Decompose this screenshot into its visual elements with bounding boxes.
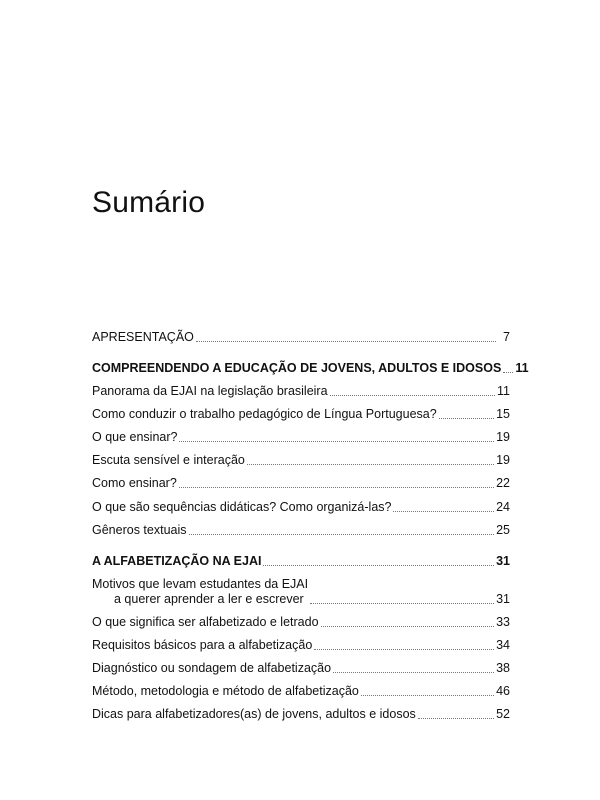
toc-entry <box>92 407 510 422</box>
dot-leader <box>330 395 495 396</box>
toc-section-heading <box>92 554 510 569</box>
dot-leader <box>196 341 496 342</box>
toc-entry-page: 19 <box>496 430 510 445</box>
toc-entry <box>92 523 510 538</box>
toc-entry-page: 22 <box>496 476 510 491</box>
dot-leader <box>333 672 494 673</box>
dot-leader <box>321 626 495 627</box>
dot-leader <box>247 464 494 465</box>
toc-entry <box>92 661 510 676</box>
toc-entry <box>92 330 510 345</box>
toc-entry-title: O que ensinar? <box>92 430 178 445</box>
toc-entry-page: 15 <box>496 407 510 422</box>
table-of-contents <box>92 330 529 730</box>
toc-entry-title: Diagnóstico ou sondagem de alfabetização <box>92 661 332 676</box>
toc-entry-title: Gêneros textuais <box>92 522 187 537</box>
toc-entry <box>92 577 510 607</box>
toc-entry-page: 19 <box>496 453 510 468</box>
toc-entry <box>92 684 510 699</box>
toc-entry-title: Como conduzir o trabalho pedagógico de Língua Portuguesa? <box>92 407 437 422</box>
toc-entry <box>92 707 510 722</box>
toc-entry-title: O que são sequências didáticas? Como organizá-las? <box>92 499 392 514</box>
toc-entry-title-line1: Motivos que levam estudantes da EJAI <box>92 576 309 591</box>
toc-entry-page: 33 <box>496 614 510 629</box>
toc-entry <box>92 500 510 515</box>
dot-leader <box>393 511 494 512</box>
toc-entry-page: 38 <box>496 661 510 676</box>
toc-entry-page: 11 <box>497 384 510 399</box>
toc-entry-page: 34 <box>496 637 510 652</box>
toc-section-heading <box>92 361 529 376</box>
toc-entry-title: A ALFABETIZAÇÃO NA EJAI <box>92 553 262 568</box>
toc-entry-title: COMPREENDENDO A EDUCAÇÃO DE JOVENS, ADULTOS E IDOSOS <box>92 361 502 375</box>
toc-entry <box>92 430 510 445</box>
dot-leader <box>179 441 494 442</box>
dot-leader <box>189 534 495 535</box>
toc-entry-page: 11 <box>515 361 529 375</box>
dot-leader <box>418 718 494 719</box>
toc-entry <box>92 476 510 491</box>
toc-entry-title: Panorama da EJAI na legislação brasileira <box>92 384 328 399</box>
dot-leader <box>439 418 494 419</box>
toc-entry <box>92 638 510 653</box>
toc-entry-page: 7 <box>503 330 510 344</box>
toc-entry-title: APRESENTAÇÃO <box>92 330 194 344</box>
toc-entry-title-line2: a querer aprender a ler e escrever <box>114 591 304 606</box>
toc-entry-title <box>92 577 308 607</box>
page-title: Sumário <box>92 186 206 219</box>
toc-entry-title: O que significa ser alfabetizado e letrado <box>92 614 319 629</box>
toc-entry-title: Método, metodologia e método de alfabetização <box>92 684 359 699</box>
dot-leader <box>310 603 494 604</box>
toc-entry-page: 46 <box>496 684 510 699</box>
toc-entry <box>92 384 510 399</box>
toc-entry-page: 31 <box>496 591 510 606</box>
toc-entry-title: Escuta sensível e interação <box>92 453 245 468</box>
toc-entry <box>92 615 510 630</box>
dot-leader <box>179 487 494 488</box>
dot-leader <box>361 695 494 696</box>
toc-entry-page: 25 <box>496 522 510 537</box>
dot-leader <box>263 565 494 566</box>
toc-entry-title: Requisitos básicos para a alfabetização <box>92 637 313 652</box>
toc-entry <box>92 453 510 468</box>
toc-entry-page: 52 <box>496 707 510 722</box>
dot-leader <box>314 649 494 650</box>
toc-entry-page: 31 <box>496 553 510 568</box>
toc-entry-page: 24 <box>496 499 510 514</box>
toc-entry-title: Como ensinar? <box>92 476 177 491</box>
dot-leader <box>503 372 513 373</box>
toc-entry-title: Dicas para alfabetizadores(as) de jovens, adultos e idosos <box>92 707 416 722</box>
